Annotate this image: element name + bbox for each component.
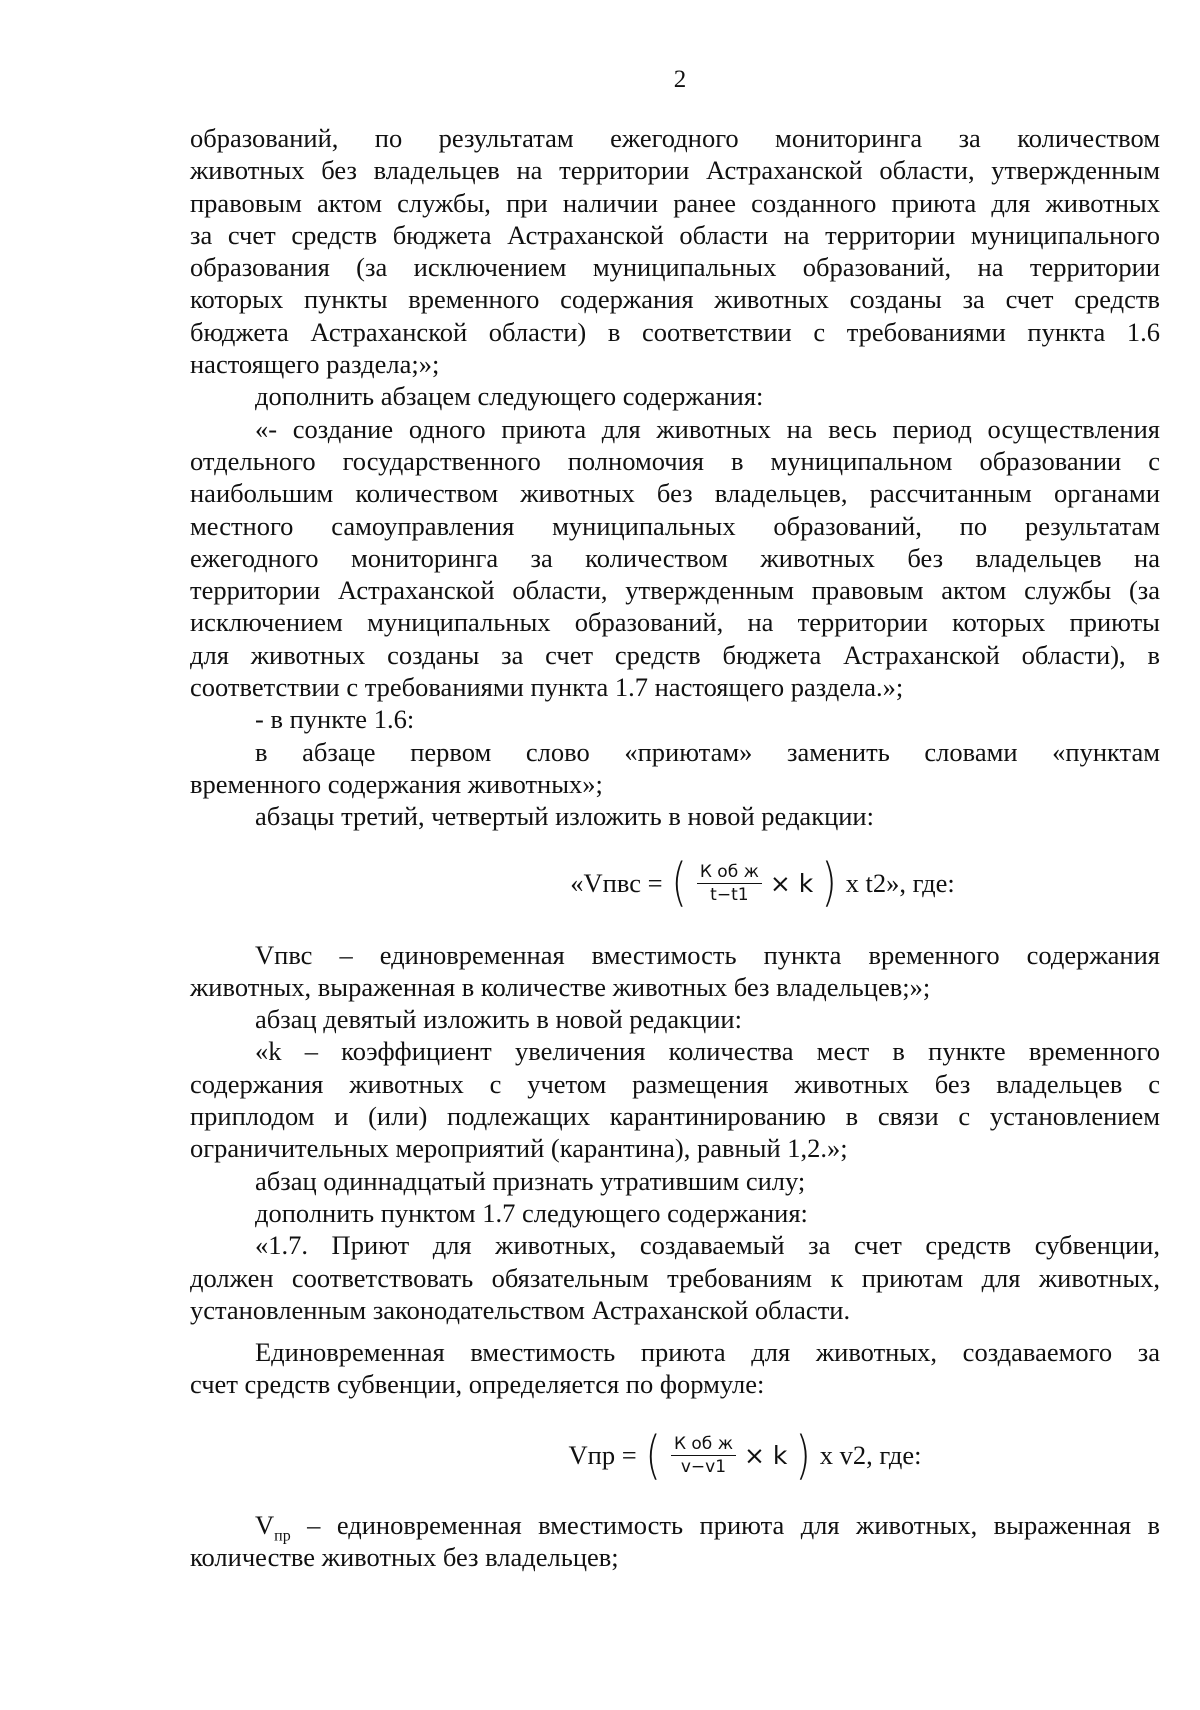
definition-text: – единовременная вместимость приюта для животных, выраженная в	[290, 1509, 1160, 1540]
text-line: бюджета Астраханской области) в соответствии с требованиями пункта 1.6	[190, 316, 1160, 347]
text-line: наибольшим количеством животных без владельцев, рассчитанным органами	[190, 478, 1160, 509]
page-number: 2	[673, 66, 687, 93]
right-paren: )	[821, 853, 838, 914]
formula-pr	[190, 1415, 1160, 1491]
text-line: образования (за исключением муниципальных образований, на территории	[190, 252, 1160, 283]
text-line	[190, 1509, 1160, 1544]
formula-times-k: × k	[769, 868, 814, 898]
formula-fraction	[671, 1434, 736, 1477]
formula-lhs: Vпр =	[568, 1440, 637, 1471]
text-line: образований, по результатам ежегодного мониторинга за количеством	[190, 123, 1160, 153]
text-line: абзац одиннадцатый признать утратившим силу;	[255, 1165, 806, 1196]
formula-times-k: × k	[744, 1441, 788, 1471]
symbol-v: V	[255, 1509, 275, 1540]
text-line: «k – коэффициент увеличения количества мест в пункте временного	[255, 1036, 1160, 1067]
text-line: животных, выраженная в количестве животных без владельцев;»;	[190, 971, 931, 1002]
paragraph-gap	[190, 1326, 1160, 1336]
text-line: содержания животных с учетом размещения животных без владельцев с	[190, 1068, 1160, 1099]
text-line: - в пункте 1.6:	[255, 704, 415, 735]
formula-fraction	[697, 862, 762, 905]
text-line: территории Астраханской области, утвержденным правовым актом службы (за	[190, 575, 1160, 606]
text-line: Vпвс – единовременная вместимость пункта временного содержания	[255, 939, 1160, 970]
text-line: местного самоуправления муниципальных образований, по результатам	[190, 510, 1160, 541]
text-line: настоящего раздела;»;	[190, 349, 440, 380]
fraction-denominator: v−v1	[680, 1457, 727, 1478]
text-line: которых пункты временного содержания животных созданы за счет средств	[190, 284, 1160, 315]
text-line: «- создание одного приюта для животных на весь период осуществления	[255, 413, 1160, 444]
text-line: «1.7. Приют для животных, создаваемый за счет средств субвенции,	[255, 1230, 1160, 1261]
text-line: Единовременная вместимость приюта для животных, создаваемого за	[255, 1337, 1160, 1368]
text-line: приплодом и (или) подлежащих карантинированию в связи с установлением	[190, 1101, 1160, 1132]
text-line: счет средств субвенции, определяется по формуле:	[190, 1369, 765, 1400]
formula-lhs: «Vпвс =	[570, 867, 663, 898]
text-line: должен соответствовать обязательным требованиям к приютам для животных,	[190, 1262, 1160, 1293]
text-line: абзацы третий, четвертый изложить в новой редакции:	[255, 801, 874, 832]
text-line: за счет средств бюджета Астраханской области на территории муниципального	[190, 219, 1160, 250]
document-body	[190, 122, 1160, 1573]
text-line: установленным законодательством Астраханской области.	[190, 1294, 851, 1325]
text-line: в абзаце первом слово «приютам» заменить словами «пунктам	[255, 736, 1160, 767]
fraction-numerator: К об ж	[697, 862, 762, 884]
text-line: соответствии с требованиями пункта 1.7 настоящего раздела.»;	[190, 672, 904, 703]
formula-pvs	[190, 843, 1160, 919]
text-line: количестве животных без владельцев;	[190, 1541, 619, 1572]
symbol-subscript: пр	[274, 1526, 291, 1544]
text-line: абзац девятый изложить в новой редакции:	[255, 1004, 742, 1035]
text-line: для животных созданы за счет средств бюджета Астраханской области), в	[190, 639, 1160, 670]
text-line: животных без владельцев на территории Астраханской области, утвержденным	[190, 155, 1160, 186]
text-line: временного содержания животных»;	[190, 768, 603, 799]
right-paren: )	[795, 1425, 812, 1486]
text-line: ежегодного мониторинга за количеством животных без владельцев на	[190, 542, 1160, 573]
text-line: ограничительных мероприятий (карантина), равный 1,2.»;	[190, 1133, 848, 1164]
left-paren: (	[671, 853, 687, 914]
text-line: отдельного государственного полномочия в муниципальном образовании с	[190, 445, 1160, 476]
fraction-numerator: К об ж	[671, 1434, 736, 1456]
formula-tail: x v2, где:	[819, 1440, 922, 1471]
fraction-denominator: t−t1	[710, 884, 749, 905]
text-line: дополнить абзацем следующего содержания:	[255, 381, 764, 412]
text-line: правовым актом службы, при наличии ранее созданного приюта для животных	[190, 187, 1160, 218]
text-line: дополнить пунктом 1.7 следующего содержания:	[255, 1197, 808, 1228]
left-paren: (	[645, 1425, 661, 1486]
formula-tail: x t2», где:	[845, 867, 955, 898]
text-line: исключением муниципальных образований, на территории которых приюты	[190, 607, 1160, 638]
